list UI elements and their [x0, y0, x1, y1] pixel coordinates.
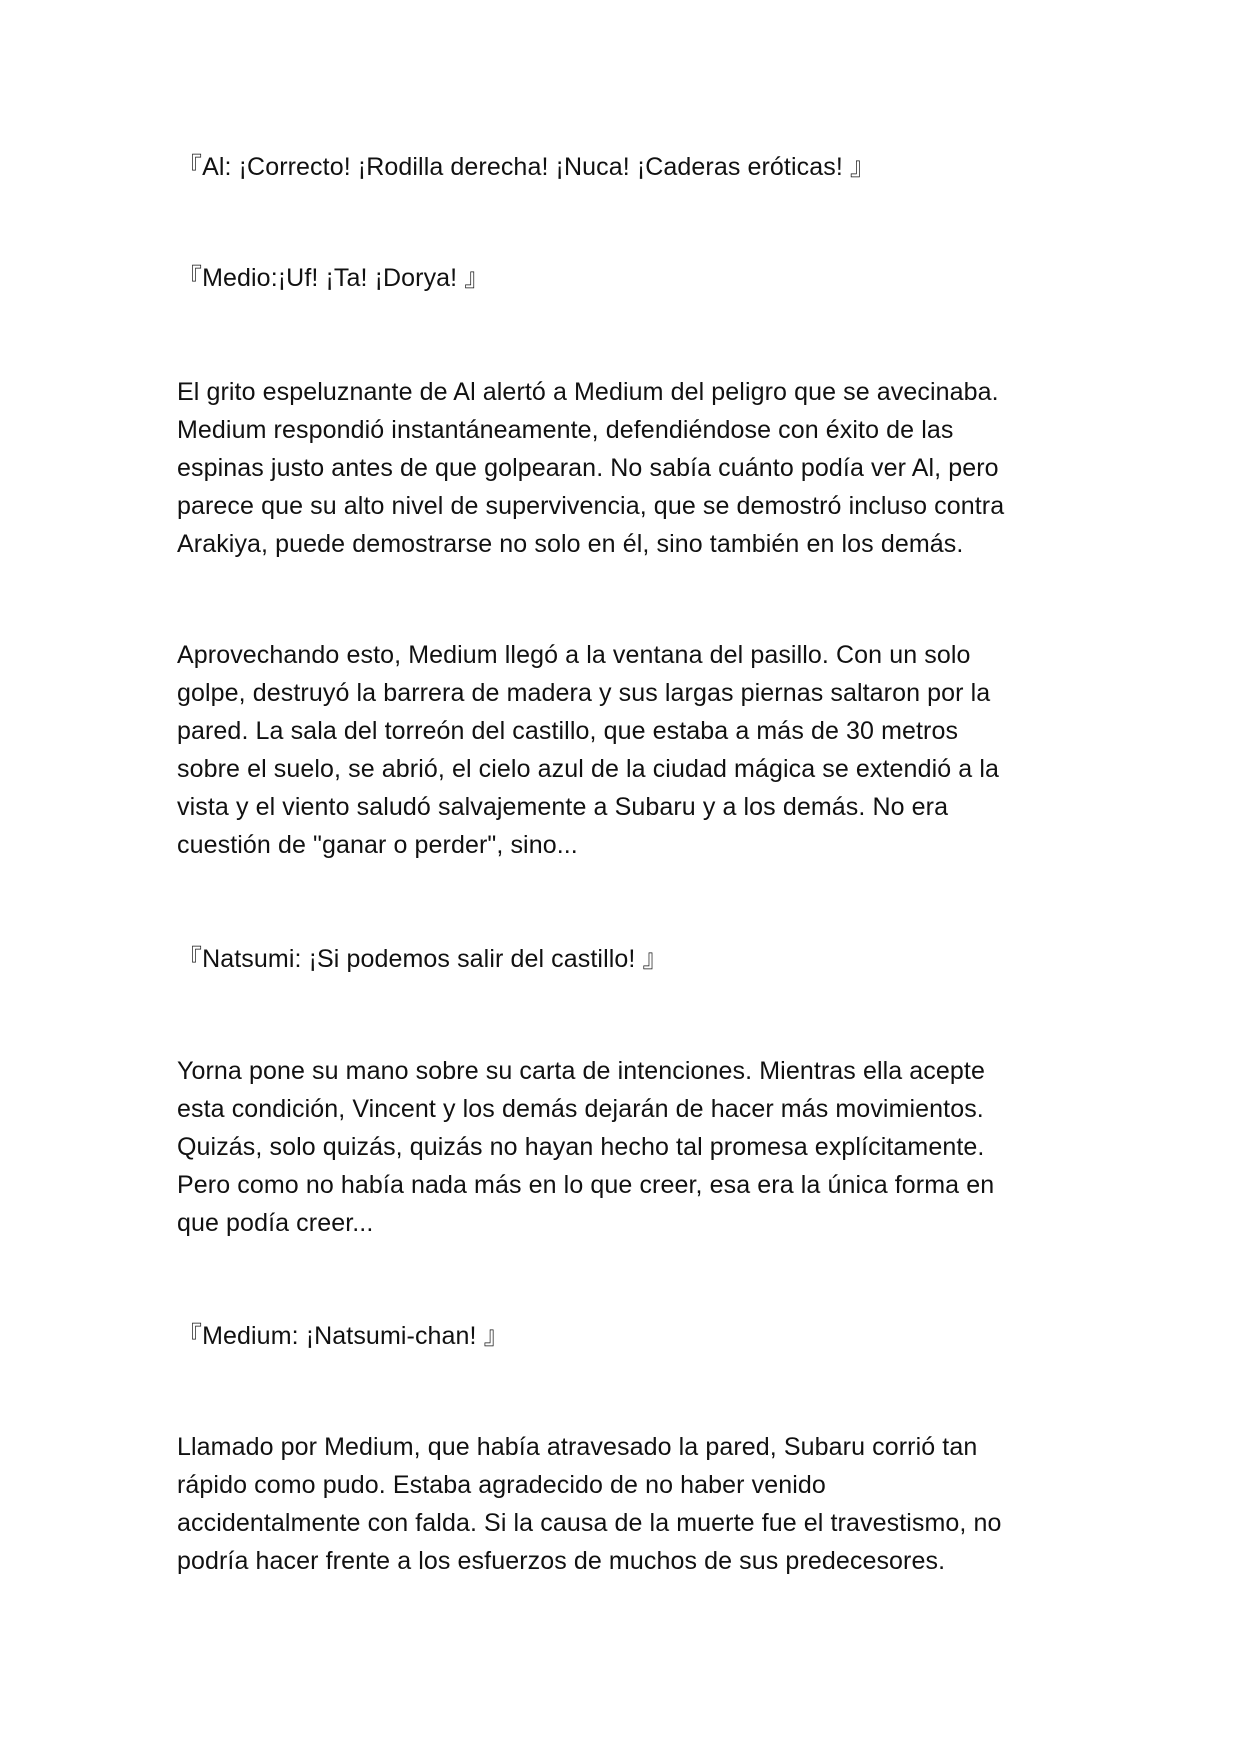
narration-line: espinas justo antes de que golpearan. No sabía cuánto podía ver Al, pero — [177, 454, 999, 482]
narration-line: accidentalmente con falda. Si la causa de la muerte fue el travestismo, no — [177, 1509, 1002, 1537]
narration-line: rápido como pudo. Estaba agradecido de no haber venido — [177, 1471, 826, 1499]
narration-line: Arakiya, puede demostrarse no solo en él, sino también en los demás. — [177, 530, 964, 558]
narration-line: Medium respondió instantáneamente, defendiéndose con éxito de las — [177, 416, 954, 444]
narration-line: Llamado por Medium, que había atravesado la pared, Subaru corrió tan — [177, 1433, 978, 1461]
narration-line: Pero como no había nada más en lo que creer, esa era la única forma en — [177, 1171, 995, 1199]
narration-line: golpe, destruyó la barrera de madera y sus largas piernas saltaron por la — [177, 679, 991, 707]
narration-line: podría hacer frente a los esfuerzos de muchos de sus predecesores. — [177, 1547, 946, 1575]
dialogue-line: 『Al: ¡Correcto! ¡Rodilla derecha! ¡Nuca! ¡Caderas eróticas! 』 — [177, 153, 876, 181]
narration-line: cuestión de "ganar o perder", sino... — [177, 831, 578, 859]
dialogue-line: 『Natsumi: ¡Si podemos salir del castillo! 』 — [177, 945, 668, 973]
narration-line: Quizás, solo quizás, quizás no hayan hecho tal promesa explícitamente. — [177, 1133, 985, 1161]
narration-line: El grito espeluznante de Al alertó a Medium del peligro que se avecinaba. — [177, 378, 999, 406]
narration-line: sobre el suelo, se abrió, el cielo azul de la ciudad mágica se extendió a la — [177, 755, 999, 783]
dialogue-line: 『Medio:¡Uf! ¡Ta! ¡Dorya! 』 — [177, 264, 490, 292]
narration-line: esta condición, Vincent y los demás dejarán de hacer más movimientos. — [177, 1095, 984, 1123]
narration-line: que podía creer... — [177, 1209, 374, 1237]
narration-line: pared. La sala del torreón del castillo, que estaba a más de 30 metros — [177, 717, 959, 745]
dialogue-line: 『Medium: ¡Natsumi-chan! 』 — [177, 1322, 509, 1350]
narration-line: vista y el viento saludó salvajemente a Subaru y a los demás. No era — [177, 793, 949, 821]
narration-line: parece que su alto nivel de supervivencia, que se demostró incluso contra — [177, 492, 1005, 520]
narration-line: Yorna pone su mano sobre su carta de intenciones. Mientras ella acepte — [177, 1057, 985, 1085]
narration-line: Aprovechando esto, Medium llegó a la ventana del pasillo. Con un solo — [177, 641, 971, 669]
